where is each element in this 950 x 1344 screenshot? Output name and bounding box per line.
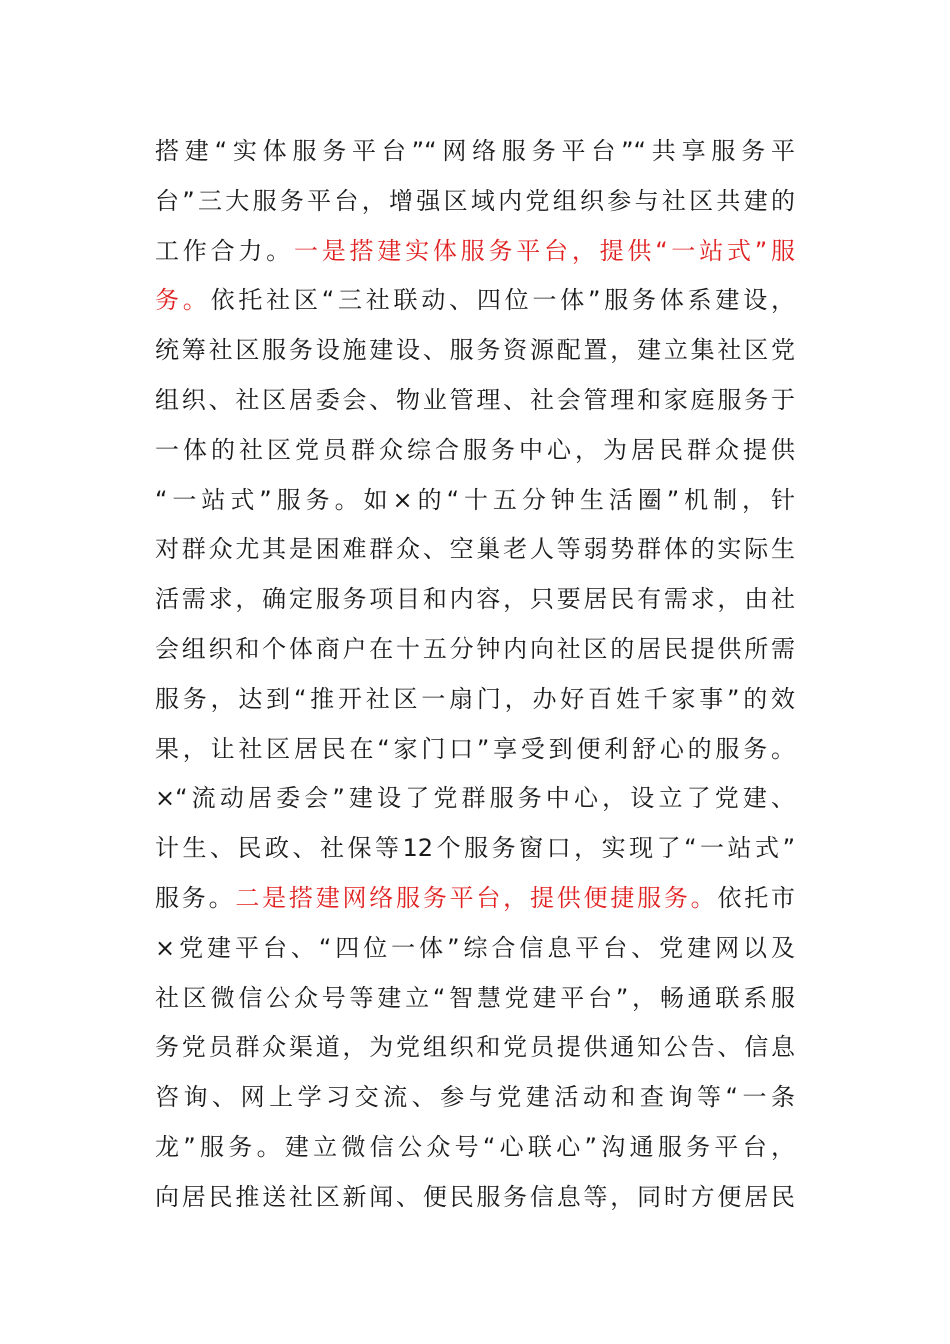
body-text: 社区微信公众号等建立“智慧党建平台”，畅通联系服 [155, 983, 795, 1012]
highlighted-text: 务。 [155, 286, 211, 315]
body-text: 会组织和个体商户在十五分钟内向社区的居民提供所需 [155, 634, 795, 663]
text-line [155, 675, 795, 725]
highlighted-text: 一是搭建实体服务平台，提供“一站式”服 [293, 236, 795, 265]
text-line [155, 276, 795, 326]
body-text: 龙”服务。建立微信公众号“心联心”沟通服务平台， [155, 1132, 795, 1161]
body-text: 组织、社区居委会、物业管理、社会管理和家庭服务于 [155, 385, 795, 414]
body-text: 对群众尤其是困难群众、空巢老人等弱势群体的实际生 [155, 535, 795, 564]
body-text: “一站式”服务。如×的“十五分钟生活圈”机制，针 [155, 485, 795, 514]
text-line [155, 575, 795, 625]
body-text: 服务。 [155, 883, 236, 912]
text-line [155, 974, 795, 1024]
body-text: 统筹社区服务设施建设、服务资源配置，建立集社区党 [155, 336, 795, 365]
body-text: ×“流动居委会”建设了党群服务中心，设立了党建、 [155, 784, 795, 813]
text-line [155, 1023, 795, 1073]
text-line [155, 476, 795, 526]
text-line [155, 525, 795, 575]
text-line [155, 227, 795, 277]
body-text: 活需求，确定服务项目和内容，只要居民有需求，由社 [155, 585, 795, 614]
body-text: 搭建“实体服务平台”“网络服务平台”“共享服务平 [155, 137, 795, 165]
highlighted-text: 二是搭建网络服务平台，提供便捷服务。 [235, 883, 718, 912]
text-line [155, 625, 795, 675]
text-line [155, 376, 795, 426]
body-text: 工作合力。 [155, 236, 294, 265]
text-line [155, 426, 795, 476]
text-line [155, 127, 795, 177]
body-text: 计生、民政、社保等12个服务窗口，实现了“一站式” [155, 834, 795, 863]
text-line [155, 1173, 795, 1223]
body-text: 向居民推送社区新闻、便民服务信息等，同时方便居民 [155, 1182, 795, 1211]
text-line [155, 1073, 795, 1123]
body-text: 服务，达到“推开社区一扇门，办好百姓千家事”的效 [155, 684, 795, 713]
body-text: 依托市 [717, 883, 795, 912]
text-line [155, 874, 795, 924]
text-line [155, 725, 795, 775]
text-line [155, 824, 795, 874]
text-line [155, 177, 795, 227]
body-text: 咨询、网上学习交流、参与党建活动和查询等“一条 [155, 1083, 795, 1112]
text-line [155, 924, 795, 974]
text-line [155, 326, 795, 376]
body-text: ×党建平台、“四位一体”综合信息平台、党建网以及 [155, 933, 795, 962]
text-line [155, 774, 795, 824]
body-text: 台”三大服务平台，增强区域内党组织参与社区共建的 [155, 186, 795, 215]
text-line [155, 1123, 795, 1173]
body-text: 果，让社区居民在“家门口”享受到便利舒心的服务。 [155, 734, 795, 763]
body-text: 一体的社区党员群众综合服务中心，为居民群众提供 [155, 435, 795, 464]
body-text: 依托社区“三社联动、四位一体”服务体系建设， [210, 286, 795, 315]
body-text: 务党员群众渠道，为党组织和党员提供通知公告、信息 [155, 1033, 795, 1062]
document-body [155, 127, 795, 1223]
